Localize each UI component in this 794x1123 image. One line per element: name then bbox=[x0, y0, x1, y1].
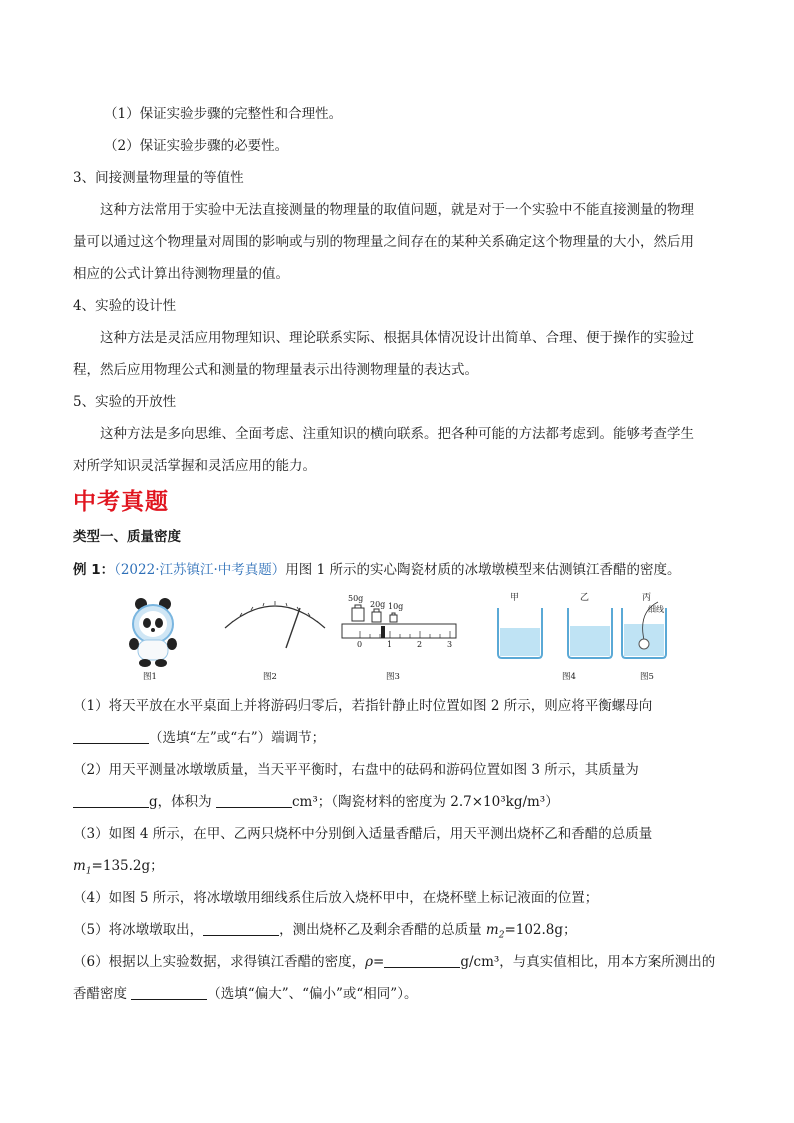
text-line: 相应的公式计算出待测物理量的值。 bbox=[73, 266, 289, 282]
question-text: （6）根据以上实验数据，求得镇江香醋的密度， bbox=[73, 954, 366, 970]
question-6 bbox=[73, 952, 733, 972]
figure-caption: 图4 bbox=[562, 672, 576, 682]
question-text: =135.2g； bbox=[91, 858, 164, 874]
question-2-cont bbox=[73, 792, 733, 812]
scale-tick-label: 0 bbox=[357, 640, 363, 649]
type-title: 类型一、质量密度 bbox=[73, 529, 181, 545]
var-rho: ρ= bbox=[365, 954, 385, 970]
text-line: 这种方法是多向思维、全面考虑、注重知识的横向联系。把各种可能的方法都考虑到。能够考查学生 bbox=[100, 426, 694, 442]
question-text: cm³；（陶瓷材料的密度为 2.7×10³kg/m³） bbox=[291, 794, 559, 810]
question-4: （4）如图 5 所示，将冰墩墩用细线系住后放入烧杯甲中，在烧杯壁上标记液面的位置； bbox=[73, 890, 599, 906]
question-text: =102.8g； bbox=[504, 922, 577, 938]
weight-label: 50g bbox=[348, 594, 364, 603]
question-text: （选填“左”或“右”）端调节； bbox=[149, 730, 326, 746]
question-text: g/cm³，与真实值相比，用本方案所测出的 bbox=[460, 954, 716, 970]
answer-blank[interactable] bbox=[73, 729, 149, 744]
question-5 bbox=[73, 920, 733, 946]
text-line: 这种方法常用于实验中无法直接测量的物理量的取值问题，就是对于一个实验中不能直接测量的物理 bbox=[100, 202, 694, 218]
question-text: 香醋密度 bbox=[73, 986, 127, 1002]
figure-caption: 图5 bbox=[640, 672, 654, 682]
weight-label: 20g bbox=[370, 600, 386, 609]
question-text: （选填“偏大”、“偏小”或“相同”）。 bbox=[207, 986, 418, 1002]
scale-tick-label: 3 bbox=[447, 640, 453, 649]
var-m: m bbox=[485, 922, 499, 938]
beaker-label-jia: 甲 bbox=[510, 593, 520, 603]
var-sub: 2 bbox=[498, 930, 505, 941]
text-line: 量可以通过这个物理量对周围的影响或与别的物理量之间存在的某种关系确定这个物理量的大小，然后用 bbox=[73, 234, 694, 250]
subheading-4: 4、实验的设计性 bbox=[73, 298, 177, 314]
mascot-figure bbox=[128, 594, 178, 668]
weight-label: 10g bbox=[388, 602, 404, 611]
example-text: 用图 1 所示的实心陶瓷材质的冰墩墩模型来估测镇江香醋的密度。 bbox=[285, 562, 681, 578]
answer-blank[interactable] bbox=[216, 793, 292, 808]
beakers-figure bbox=[490, 590, 610, 662]
question-1-cont bbox=[73, 728, 733, 748]
var-sub: 1 bbox=[85, 866, 92, 877]
subheading-3: 3、间接测量物理量的等值性 bbox=[73, 170, 244, 186]
question-2: （2）用天平测量冰墩墩质量，当天平平衡时，右盘中的砝码和游码位置如图 3 所示，其质量为 bbox=[73, 762, 639, 778]
balance-dial-figure bbox=[220, 590, 330, 650]
scale-tick-label: 1 bbox=[387, 640, 393, 649]
section-title: 中考真题 bbox=[73, 489, 169, 515]
question-6-cont bbox=[73, 984, 733, 1004]
scale-tick-label: 2 bbox=[417, 640, 423, 649]
example-label: 例 1： bbox=[73, 562, 115, 578]
var-m: m bbox=[73, 858, 86, 874]
figure-row bbox=[120, 590, 680, 685]
beaker-thread-figure bbox=[618, 590, 680, 662]
beaker-label-yi: 乙 bbox=[580, 593, 590, 603]
text-line: 对所学知识灵活掌握和灵活应用的能力。 bbox=[73, 458, 316, 474]
beaker-label-bing: 丙 bbox=[642, 593, 652, 603]
answer-blank[interactable] bbox=[203, 921, 279, 936]
question-3: （3）如图 4 所示，在甲、乙两只烧杯中分别倒入适量香醋后，用天平测出烧杯乙和香醋的总质量 bbox=[73, 826, 653, 842]
answer-blank[interactable] bbox=[131, 985, 207, 1000]
question-1: （1）将天平放在水平桌面上并将游码归零后，若指针静止时位置如图 2 所示，则应将平衡螺母向 bbox=[73, 698, 653, 714]
text-line: 程，然后应用物理公式和测量的物理量表示出待测物理量的表达式。 bbox=[73, 362, 478, 378]
thread-label: 细线 bbox=[648, 605, 664, 614]
text-line: （2）保证实验步骤的必要性。 bbox=[104, 138, 289, 154]
weights-figure bbox=[340, 590, 460, 660]
subheading-5: 5、实验的开放性 bbox=[73, 394, 177, 410]
figure-caption: 图3 bbox=[386, 672, 400, 682]
text-line: （1）保证实验步骤的完整性和合理性。 bbox=[104, 106, 343, 122]
figure-caption: 图2 bbox=[263, 672, 277, 682]
question-text: ，测出烧杯乙及剩余香醋的总质量 bbox=[279, 922, 482, 938]
text-line: 这种方法是灵活应用物理知识、理论联系实际、根据具体情况设计出简单、合理、便于操作的实验过 bbox=[100, 330, 694, 346]
question-text: g，体积为 bbox=[149, 794, 212, 810]
answer-blank[interactable] bbox=[73, 793, 149, 808]
example-line bbox=[73, 560, 733, 580]
question-3-cont bbox=[73, 856, 733, 882]
figure-caption: 图1 bbox=[143, 672, 157, 682]
question-text: （5）将冰墩墩取出， bbox=[73, 922, 204, 938]
answer-blank[interactable] bbox=[384, 953, 460, 968]
example-source: （2022·江苏镇江·中考真题） bbox=[114, 562, 286, 578]
